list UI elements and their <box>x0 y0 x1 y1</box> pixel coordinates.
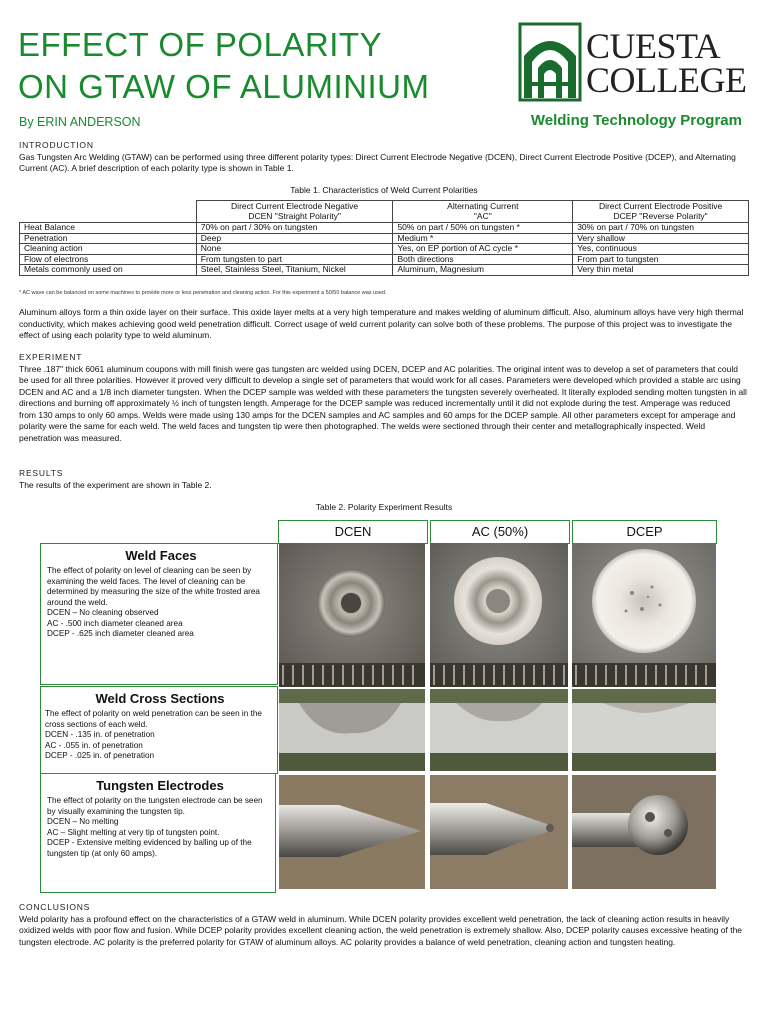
tungsten-photo-dcen <box>279 775 425 889</box>
table-row: Metals commonly used on Steel, Stainless Steel, Titanium, Nickel Aluminum, Magnesium Very thin metal <box>20 265 749 276</box>
table-header-blank <box>20 201 197 223</box>
conclusions-section <box>19 902 749 948</box>
conclusions-text: Weld polarity has a profound effect on the characteristics of a GTAW weld in aluminum. While DCEN polarity provides excellent weld penetration, the lack of cleaning action results in heavily oxidized welds with poor flow and fusion. While DCEP polarity provides excellent cleaning action, the weld penetration is extremely shallow. Also, DCEP polarity causes excessive heating of the tungsten electrode. AC polarity is the preferred polarity for GTAW of aluminum alloys. AC polarity provides a balance of weld penetration, cleaning action and tungsten heating. <box>19 913 743 947</box>
aluminum-paragraph <box>19 307 749 342</box>
logo-word-1: CUESTA <box>586 26 721 66</box>
col-header-ac: Alternating Current "AC" <box>393 201 573 223</box>
table-row: Flow of electrons From tungsten to part Both directions From part to tungsten <box>20 254 749 265</box>
weld-faces-title: Weld Faces <box>125 548 197 563</box>
tungsten-electrodes-line: DCEP - Extensive melting evidenced by balling up of the tungsten tip (at only 60 amps). <box>47 838 252 858</box>
conclusions-heading: CONCLUSIONS <box>19 902 91 912</box>
tungsten-electrodes-line: AC – Slight melting at very tip of tungsten point. <box>47 827 220 837</box>
experiment-text: Three .187" thick 6061 aluminum coupons with mill finish were gas tungsten arc welded using DCEN, DCEP and AC polarities. The original intent was to develop a set of parameters that could be used for all three polarities. However it proved very difficult to develop a single set of parameters that would work for all cases. Parameters were developed which provided a stable arc using DCEN and AC and a 1/8 inch diameter tungsten. When the DCEP sample was welded with these parameters the tungsten severely overheated. It literally exploded sending molten tungsten in all directions and burning off approximately ½ inch of tungsten length. Amperage for the DCEP sample was reduced incrementally until it did not explode during the test. Amperage was reduced from 130 amps to only 60 amps. Welds were made using 130 amps for the DCEN samples and AC samples and 60 amps for the DCEP sample. All other parameters except for amperage and polarity were the same for each weld. The weld faces and tungsten tip were then photographed. The welds were sectioned through their center and metallographically inspected. Weld penetration was measured. <box>19 363 747 443</box>
tungsten-electrodes-intro: The effect of polarity on the tungsten electrode can be seen by visually examining the tungsten tip. <box>47 796 263 816</box>
cross-section-photo-dcep <box>572 689 716 771</box>
cross-sections-line: AC - .055 in. of penetration <box>45 740 143 750</box>
col-header-dcep: Direct Current Electrode Positive DCEP "Reverse Polarity" <box>573 201 749 223</box>
column-header-dcep: DCEP <box>572 520 717 544</box>
introduction-text: Gas Tungsten Arc Welding (GTAW) can be performed using three different polarity types: Direct Current Electrode Negative (DCEN), Direct Current Electrode Positive (DCEP), and Alternating Current (AC). A brief description of each polarity type is shown in Table 1. <box>19 151 736 173</box>
table-row: Heat Balance 70% on part / 30% on tungsten 50% on part / 50% on tungsten * 30% on part / 70% on tungsten <box>20 223 749 234</box>
column-header-dcen: DCEN <box>278 520 428 544</box>
table-row: Penetration Deep Medium * Very shallow <box>20 233 749 244</box>
weld-face-photo-dcen <box>279 543 425 687</box>
results-heading: RESULTS <box>19 468 64 478</box>
cross-section-photo-ac <box>430 689 568 771</box>
program-name: Welding Technology Program <box>530 112 742 129</box>
cross-sections-line: DCEN - .135 in. of penetration <box>45 730 155 739</box>
author-byline: By ERIN ANDERSON <box>19 115 141 129</box>
col-header-dcen: Direct Current Electrode Negative DCEN "Straight Polarity" <box>196 201 393 223</box>
logo-word-2: COLLEGE <box>586 60 747 100</box>
college-logo <box>518 22 750 102</box>
cross-sections-line: DCEP - .025 in. of penetration <box>45 751 155 760</box>
introduction-section <box>19 140 749 175</box>
polarity-characteristics-table <box>19 200 749 276</box>
cross-sections-title: Weld Cross Sections <box>95 691 225 706</box>
cross-sections-box <box>40 686 278 774</box>
table-row: Cleaning action None Yes, on EP portion of AC cycle * Yes, continuous <box>20 244 749 255</box>
title-line-2: ON GTAW OF ALUMINIUM <box>18 68 430 105</box>
table2-caption: Table 2. Polarity Experiment Results <box>315 502 453 512</box>
weld-faces-box <box>40 543 278 685</box>
table1-caption: Table 1. Characteristics of Weld Current Polarities <box>290 185 478 195</box>
results-text: The results of the experiment are shown in Table 2. <box>19 479 212 490</box>
experiment-section <box>19 352 749 444</box>
weld-face-photo-dcep <box>572 543 716 687</box>
tungsten-electrodes-line: DCEN – No melting <box>47 817 119 826</box>
cross-section-photo-dcen <box>279 689 425 771</box>
weld-face-photo-ac <box>430 543 568 687</box>
column-header-ac: AC (50%) <box>430 520 570 544</box>
page-title <box>18 24 430 108</box>
tungsten-photo-ac <box>430 775 568 889</box>
tungsten-electrodes-box <box>40 773 276 893</box>
table-header-row <box>20 201 749 223</box>
weld-faces-line: DCEP - .625 inch diameter cleaned area <box>47 629 194 638</box>
table1-footnote: * AC wave can be balanced on some machines to provide more or less penetration and cleaning action. For this experiment a 50/50 balance was used. <box>19 290 387 296</box>
cross-sections-intro: The effect of polarity on weld penetration can be seen in the cross sections of each weld. <box>45 709 262 729</box>
weld-faces-intro: The effect of polarity on level of cleaning can be seen by examining the weld faces. The level of cleaning can be determined by measuring the size of the white frosted area around the weld. <box>47 566 260 607</box>
tungsten-electrodes-title: Tungsten Electrodes <box>96 778 224 793</box>
results-section <box>19 468 749 491</box>
aluminum-text: Aluminum alloys form a thin oxide layer on their surface. This oxide layer melts at a very high temperature and makes welding of aluminum difficult. Also, aluminum alloys have very high thermal conductivity, which makes achieving good weld penetration difficult. Correct usage of weld current polarity can solve both of these problems. The purpose of this project was to investigate the effect of using each polarity type to weld aluminum. <box>19 307 744 340</box>
introduction-heading: INTRODUCTION <box>19 140 94 150</box>
weld-faces-line: DCEN – No cleaning observed <box>47 608 159 617</box>
mission-arch-icon <box>518 22 582 102</box>
experiment-heading: EXPERIMENT <box>19 352 83 362</box>
weld-faces-line: AC - .500 inch diameter cleaned area <box>47 618 183 628</box>
tungsten-photo-dcep <box>572 775 716 889</box>
title-line-1: EFFECT OF POLARITY <box>18 26 383 63</box>
